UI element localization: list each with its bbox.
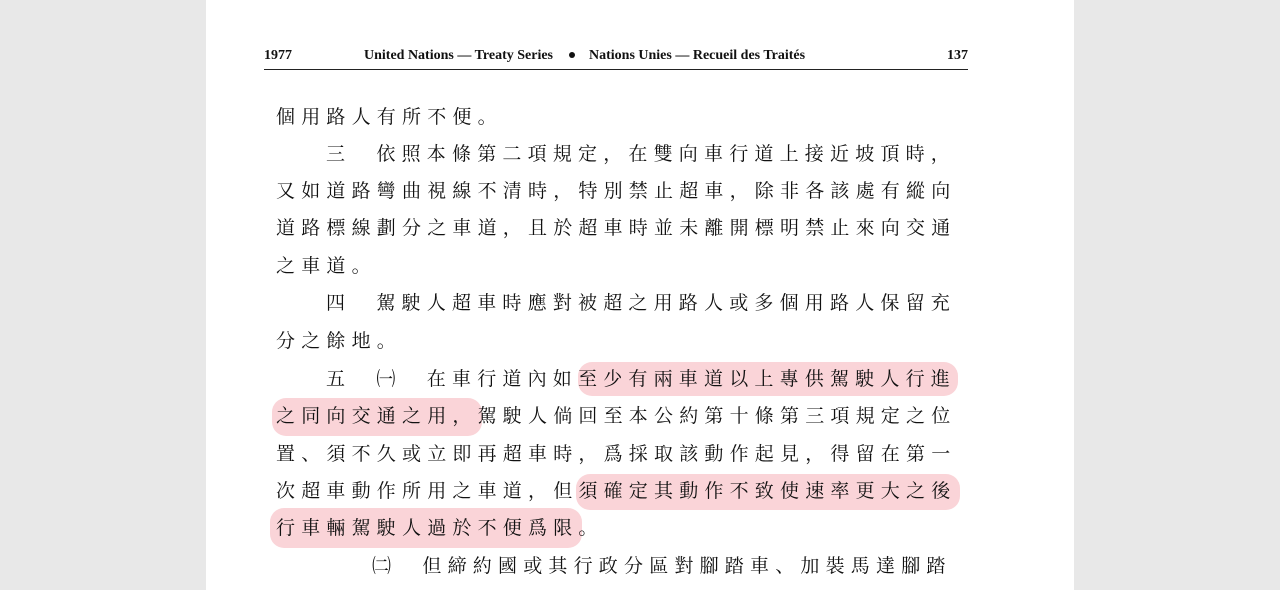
text-line: 之同向交通之用，駕駛人倘回至本公約第十條第三項規定之位 [276, 405, 957, 427]
document-page [206, 0, 1074, 590]
text-line: ㈡ 但締約國或其行政分區對腳踏車、加裝馬達腳踏 [372, 555, 952, 577]
header-title-en: United Nations — Treaty Series [364, 48, 553, 63]
header-series-title [364, 48, 805, 64]
text-line: 又如道路彎曲視線不清時，特別禁止超車，除非各該處有縱向 [276, 180, 957, 202]
text-line: 分之餘地。 [276, 330, 403, 352]
text-line: 次超車動作所用之車道，但須確定其動作不致使速率更大之後 [276, 480, 957, 502]
text-line: 四 駕駛人超車時應對被超之用路人或多個用路人保留充 [326, 292, 957, 314]
text-line: 置、須不久或立即再超車時，爲採取該動作起見，得留在第一 [276, 443, 957, 465]
text-line: 個用路人有所不便。 [276, 106, 503, 128]
header-title-fr: Nations Unies — Recueil des Traités [589, 48, 806, 63]
bullet-dot-icon [569, 52, 575, 58]
header-rule [264, 69, 968, 70]
text-line: 行車輛駕駛人過於不便爲限。 [276, 517, 604, 539]
text-line: 道路標線劃分之車道，且於超車時並未離開標明禁止來向交通 [276, 217, 957, 239]
header-year: 1977 [264, 48, 292, 63]
text-line: 五 ㈠ 在車行道內如至少有兩車道以上專供駕駛人行進 [326, 368, 957, 390]
text-line: 之車道。 [276, 255, 377, 277]
text-line: 三 依照本條第二項規定，在雙向車行道上接近坡頂時， [326, 143, 957, 165]
page-header [264, 48, 968, 68]
header-page-number: 137 [947, 48, 968, 63]
